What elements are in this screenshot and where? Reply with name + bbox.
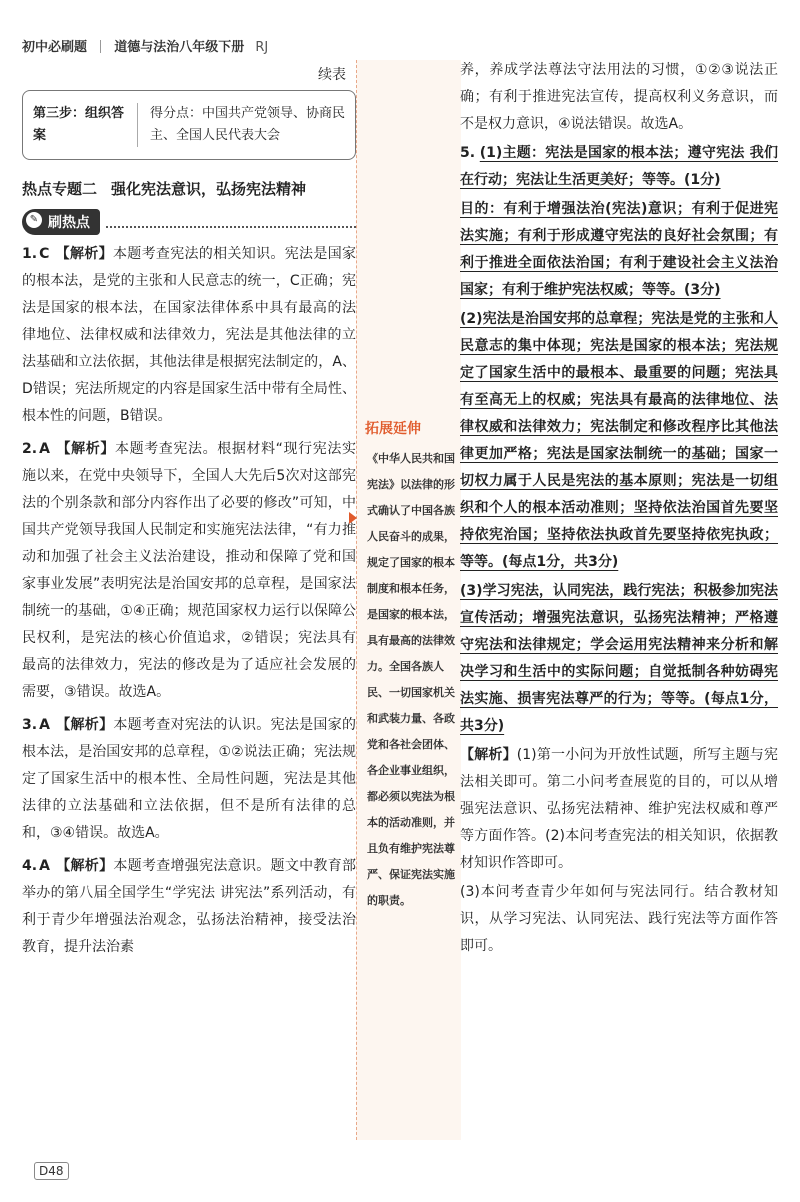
answer-letter: C bbox=[39, 246, 50, 262]
q5-answer-part2: (2)宪法是治国安邦的总章程；宪法是党的主张和人民意志的集中体现；宪法是国家的根本法；宪法规定了国家生活中的最根本、最重要的问题；宪法具有至高无上的权威；宪法具有最高的法律地位、法律权威和法律效力；宪法制定和修改程序比其他法律更加严格；宪法是国家法制统一的基础；国家一切权力属于人民是宪法的基本原则；宪法是一切组织和个人的根本活动准则；坚持依法治国首先要坚持依宪治国；坚持依法执政首先要坚持依宪执政；等等。(每点1分，共3分) bbox=[460, 311, 778, 570]
answer-letter: A bbox=[39, 858, 50, 874]
page-header bbox=[22, 36, 268, 58]
pencil-icon: ✎ bbox=[26, 212, 42, 228]
dotted-rule bbox=[106, 216, 356, 228]
hot-badge bbox=[22, 209, 356, 235]
question-text: 本题考查增强宪法意识。题文中教育部举办的第八届全国学生“学宪法 讲宪法”系列活动，有利于青少年增强法治观念，弘扬法治精神，接受法治教育，提升法治素 bbox=[22, 858, 357, 955]
sidebar-text: 《中华人民共和国宪法》以法律的形式确认了中国各族人民奋斗的成果，规定了国家的根本制度和根本任务，是国家的根本法，具有最高的法律效力。全国各族人民、一切国家机关和武装力量、各政党和各社会团体、各企业事业组织，都必须以宪法为根本的活动准则，并且负有维护宪法尊严、保证宪法实施的职责。 bbox=[367, 452, 455, 907]
series-name: 初中必刷题 bbox=[22, 40, 88, 55]
topic-subtitle: 强化宪法意识，弘扬宪法精神 bbox=[111, 180, 307, 198]
answer-letter: A bbox=[39, 717, 50, 733]
left-column bbox=[22, 60, 356, 967]
analysis-tag: 【解析】 bbox=[460, 747, 517, 763]
question-item bbox=[22, 712, 356, 847]
question-item bbox=[22, 853, 356, 961]
right-column bbox=[460, 55, 778, 962]
question-text: 本题考查对宪法的认识。宪法是国家的根本法，是治国安邦的总章程，①②说法正确；宪法规定了国家生活中的根本性、全局性问题，宪法是其他法律的立法基础和立法依据，但不是所有法律的总和，③④错误。故选A。 bbox=[22, 717, 357, 841]
analysis-tag: 【解析】 bbox=[55, 717, 114, 733]
question-item bbox=[22, 436, 356, 706]
question-number: 1. bbox=[22, 246, 38, 262]
q4-continuation: 养，养成学法尊法守法用法的习惯，①②③说法正确；有利于推进宪法宣传，提高权利义务意识，而不是权力意识，④说法错误。故选A。 bbox=[460, 62, 778, 132]
analysis-tag: 【解析】 bbox=[55, 441, 115, 457]
extension-sidebar bbox=[356, 60, 461, 1140]
q5-analysis-2: (3)本问考查青少年如何与宪法同行。结合教材知识，从学习宪法、认同宪法、践行宪法等方面作答即可。 bbox=[460, 884, 778, 954]
step-label: 第三步：组织答案 bbox=[33, 103, 138, 147]
arrow-icon bbox=[349, 512, 357, 524]
answer-text: (1)主题：宪法是国家的根本法；遵守宪法 我们在行动；宪法让生活更美好；等等。(1分) bbox=[460, 145, 778, 188]
q5-analysis bbox=[460, 742, 778, 877]
question-number: 2. bbox=[22, 441, 38, 457]
badge-label: 刷热点 bbox=[48, 215, 90, 231]
edition-label: RJ bbox=[255, 40, 269, 55]
analysis-text: (1)第一小问为开放性试题，所写主题与宪法相关即可。第二小问考查展览的目的，可以从增强宪法意识、弘扬宪法精神、维护宪法权威和尊严等方面作答。(2)本问考查宪法的相关知识，依据教材知识作答即可。 bbox=[460, 747, 778, 871]
badge-tag bbox=[22, 209, 100, 235]
question-number: 4. bbox=[22, 858, 38, 874]
analysis-tag: 【解析】 bbox=[55, 858, 114, 874]
header-divider bbox=[100, 40, 101, 53]
question-number: 5. bbox=[460, 145, 476, 161]
answer-letter: A bbox=[39, 441, 50, 457]
q5-answer-purpose: 目的：有利于增强法治(宪法)意识；有利于促进宪法实施；有利于形成遵守宪法的良好社会氛围；有利于推进全面依法治国；有利于建设社会主义法治国家；有利于维护宪法权威；等等。(3分) bbox=[460, 201, 778, 298]
q5-answer-part1 bbox=[460, 140, 778, 194]
analysis-tag: 【解析】 bbox=[55, 246, 113, 262]
topic-heading bbox=[22, 178, 356, 199]
step-content: 得分点：中国共产党领导、协商民主、全国人民代表大会 bbox=[150, 106, 346, 143]
q5-answer-part3: (3)学习宪法，认同宪法，践行宪法；积极参加宪法宣传活动；增强宪法意识，弘扬宪法精神；严格遵守宪法和法律规定；学会运用宪法精神来分析和解决学习和生活中的实际问题；自觉抵制各种妨碍宪法实施、损害宪法尊严的行为；等等。(每点1分，共3分) bbox=[460, 583, 778, 734]
sidebar-title: 拓展延伸 bbox=[365, 421, 421, 437]
step-box bbox=[22, 90, 356, 160]
page-number: D48 bbox=[34, 1162, 69, 1180]
book-title: 道德与法治八年级下册 bbox=[114, 40, 245, 55]
question-number: 3. bbox=[22, 717, 38, 733]
question-text: 本题考查宪法的相关知识。宪法是国家的根本法，是党的主张和人民意志的统一，C正确；宪法是国家的根本法，在国家法律体系中具有最高的法律地位、法律权威和法律效力，宪法是其他法律的立法基础和立法依据，其他法律是根据宪法制定的，A、D错误；宪法所规定的内容是国家生活中带有全局性、根本性的问题，B错误。 bbox=[22, 246, 357, 424]
question-text: 本题考查宪法。根据材料“现行宪法实施以来，在党中央领导下，全国人大先后5次对这部宪法的个别条款和部分内容作出了必要的修改”可知，中国共产党领导我国人民制定和实施宪法法律，“有力推动和加强了社会主义法治建设，推动和保障了党和国家事业发展”表明宪法是治国安邦的总章程，是国家法制统一的基础，①④正确；规范国家权力运行以保障公民权利，是宪法的核心价值追求，②错误；宪法具有最高的法律效力，宪法的修改是为了适应社会发展的需要，③错误。故选A。 bbox=[22, 441, 356, 700]
topic-title: 热点专题二 bbox=[22, 180, 98, 198]
continued-label: 续表 bbox=[318, 67, 346, 83]
question-item bbox=[22, 241, 356, 430]
